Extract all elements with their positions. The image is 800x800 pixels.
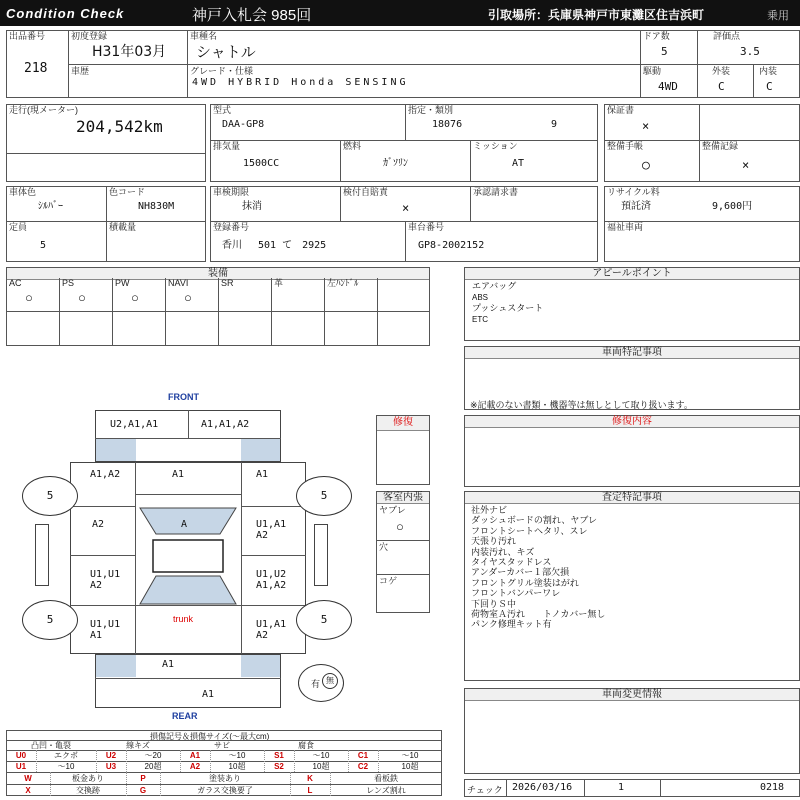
inspection-note-item: フロントバンパーワレ <box>471 588 561 599</box>
inspection-notes-list <box>471 505 605 630</box>
appeal-item: ETC <box>472 315 488 324</box>
appeal-list <box>472 281 543 325</box>
capacity-label: 定員 <box>9 222 28 232</box>
cabin-box-title: 客室内張 <box>377 492 429 504</box>
legend-desc: 〜10 <box>401 751 419 760</box>
inspection-note-item: フロントグリル塗装はがれ <box>471 577 579 588</box>
chassis-value: GP8-2002152 <box>418 240 485 251</box>
tire-rear-left[interactable]: 5 <box>22 600 78 640</box>
fender-left-damage: A1,A2 <box>90 469 121 480</box>
cabin-hole-label: 穴 <box>379 542 389 552</box>
repair-box-title: 修復 <box>377 416 429 431</box>
interior-label: 内装 <box>759 66 778 76</box>
inspection-label: 車検期限 <box>213 187 250 197</box>
check-number: 1 <box>618 782 625 793</box>
recycle-amount: 9,600円 <box>712 201 753 212</box>
tire-front-left[interactable]: 5 <box>22 476 78 516</box>
tire-rear-right[interactable]: 5 <box>296 600 352 640</box>
right-quarter-damage: U1,A1 A2 <box>256 619 287 641</box>
legend-code: P <box>140 774 146 783</box>
inspection-note-item: タイヤスタッドレス <box>471 557 552 568</box>
mileage-label: 走行(現メーター) <box>9 105 78 115</box>
cabin-outline <box>135 494 241 606</box>
insurance-label: 検付自賠責 <box>343 187 389 197</box>
equipment-label: 左ﾊﾝﾄﾞﾙ <box>327 278 359 288</box>
legend-desc: レンズ割れ <box>366 786 406 795</box>
warranty-value: × <box>642 119 650 133</box>
welfare-label: 福祉車両 <box>607 222 644 232</box>
type-label: 型式 <box>213 105 232 115</box>
inspection-note-item: 内装汚れ、キズ <box>471 546 535 557</box>
left-quarter-damage: U1,U1 A1 <box>90 619 121 641</box>
maint-book-label: 整備手帳 <box>607 141 644 151</box>
equipment-label: NAVI <box>168 278 189 288</box>
legend-code: A2 <box>189 762 201 771</box>
mission-value: AT <box>512 158 525 169</box>
trunk-label: trunk <box>173 614 194 624</box>
model-name-label: 車種名 <box>190 31 218 41</box>
check-code: 0218 <box>760 782 785 793</box>
reg-no-label: 登録番号 <box>213 222 250 232</box>
legend-code: U3 <box>105 762 117 771</box>
insurance-value: × <box>402 201 410 215</box>
designation-value-1: 18076 <box>432 119 463 130</box>
left-side-skirt <box>35 524 49 586</box>
legend-desc: 板金あり <box>72 774 104 783</box>
appeal-item: ABS <box>472 293 489 302</box>
approval-label: 承認請求書 <box>473 187 519 197</box>
spec-panel <box>210 104 598 182</box>
designation-value-2: 9 <box>551 119 558 130</box>
score-label: 評価点 <box>713 31 741 41</box>
inspection-value: 抹消 <box>242 201 262 212</box>
special-title: 車両特記事項 <box>465 347 799 359</box>
legend-header: 腐食 <box>298 741 314 750</box>
inspection-notes-title: 査定特記事項 <box>465 492 799 504</box>
legend-code: U0 <box>15 751 27 760</box>
equipment-value: ○ <box>25 290 33 305</box>
check-label: チェック <box>467 785 503 795</box>
capacity-value: 5 <box>40 240 47 251</box>
front-left-damage: U2,A1,A1 <box>110 419 159 430</box>
mileage-panel <box>6 104 206 182</box>
hood-damage: A1 <box>172 469 185 480</box>
recycle-status: 預託済 <box>621 201 651 212</box>
cabin-burn-label: コゲ <box>379 576 398 586</box>
inspection-note-item: アンダーカバー１部欠損 <box>471 567 570 578</box>
legend-code: L <box>307 786 313 795</box>
header-bar <box>0 0 800 26</box>
legend-desc: 塗装あり <box>209 774 241 783</box>
lot-label: 出品番号 <box>9 31 46 41</box>
legend-header: 線キズ <box>126 741 150 750</box>
equipment-label: PW <box>115 278 130 288</box>
legend-desc: ガラス交換要了 <box>197 786 253 795</box>
left-front-door-damage: A2 <box>92 519 105 530</box>
recycle-label: リサイクル料 <box>607 187 660 197</box>
inspection-note-item: 荷物室Ａ汚れ トノカバー無し <box>471 609 606 620</box>
front-right-damage: A1,A1,A2 <box>201 419 250 430</box>
drive-value: 4WD <box>658 80 678 93</box>
cabin-tear-label: ヤブレ <box>379 505 406 515</box>
cabin-tear-value: ○ <box>396 519 404 534</box>
first-reg-value: H31年03月 <box>92 44 167 60</box>
legend-desc: 〜20 <box>144 751 162 760</box>
color-code-value: NH830M <box>138 201 175 212</box>
rear-label: REAR <box>172 711 198 721</box>
color-code-label: 色コード <box>109 187 146 197</box>
legend-code: A1 <box>189 751 201 760</box>
legend-desc: 交換跡 <box>76 786 100 795</box>
appeal-item: エアバッグ <box>472 281 517 291</box>
spare-tire-label: 有 <box>311 679 321 689</box>
legend-desc: 10超 <box>228 762 246 771</box>
pickup-location: 引取場所：兵庫県神戸市東灘区住吉浜町 <box>488 8 705 22</box>
displacement-label: 排気量 <box>213 141 241 151</box>
maint-book-value: ○ <box>642 158 650 173</box>
legend-code: S2 <box>274 762 284 771</box>
appeal-item: プッシュスタート <box>472 303 544 313</box>
change-info-title: 車両変更情報 <box>465 689 799 701</box>
legend-desc: エクボ <box>54 751 78 760</box>
legend-code: W <box>24 774 32 783</box>
fuel-value: ｶﾞｿﾘﾝ <box>383 158 408 169</box>
equipment-value: ○ <box>131 290 139 305</box>
legend-code: S1 <box>274 751 284 760</box>
equipment-label: PS <box>62 278 75 288</box>
model-name-value: シャトル <box>196 43 256 61</box>
right-front-door-damage: U1,A1 A2 <box>256 519 287 541</box>
right-rear-door-damage: U1,U2 A1,A2 <box>256 569 287 591</box>
load-label: 積載量 <box>109 222 137 232</box>
rear-bumper-damage: A1 <box>202 689 215 700</box>
sheet-title: Condition Check <box>6 6 125 21</box>
legend-code: U1 <box>15 762 27 771</box>
first-reg-label: 初度登録 <box>71 31 108 41</box>
equipment-value: ○ <box>184 290 192 305</box>
legend-desc: 10超 <box>401 762 419 771</box>
inspection-note-item: 天張り汚れ <box>471 536 517 547</box>
warranty-label: 保証書 <box>607 105 635 115</box>
appeal-title: アピールポイント <box>465 268 799 280</box>
color-value: ｼﾙﾊﾞｰ <box>38 201 63 212</box>
score-value: 3.5 <box>740 45 760 58</box>
legend-code: U2 <box>105 751 117 760</box>
doors-value: 5 <box>661 45 668 58</box>
maint-record-value: × <box>742 158 750 172</box>
auction-name: 神戸入札会 985回 <box>192 7 312 24</box>
color-label: 車体色 <box>9 187 37 197</box>
equipment-title: 装備 <box>7 268 429 280</box>
right-side-skirt <box>314 524 328 586</box>
legend-code: K <box>307 774 313 783</box>
doors-label: ドア数 <box>643 31 670 41</box>
exterior-label: 外装 <box>712 66 731 76</box>
roof-damage: A <box>181 519 188 530</box>
maint-record-label: 整備記録 <box>702 141 739 151</box>
equipment-value: ○ <box>78 290 86 305</box>
fuel-label: 燃料 <box>343 141 362 151</box>
grade-value: 4WD HYBRID Honda SENSING <box>192 77 409 88</box>
fender-right-damage: A1 <box>256 469 269 480</box>
inspection-note-item: パンク修理キット有 <box>471 619 552 630</box>
inspection-note-item: 社外ナビ <box>471 505 508 515</box>
displacement-value: 1500CC <box>243 158 280 169</box>
legend-desc: 〜10 <box>57 762 75 771</box>
legend-desc: 〜10 <box>312 751 330 760</box>
mission-label: ミッション <box>473 141 518 151</box>
rear-panel-damage: A1 <box>162 659 175 670</box>
legend-code: C2 <box>357 762 369 771</box>
vehicle-category: 乗用 <box>767 10 789 22</box>
spare-tire-mark: 無 <box>322 673 338 689</box>
lot-number: 218 <box>24 61 48 76</box>
legend-title: 損傷記号＆損傷サイズ(〜最大cm) <box>150 732 270 741</box>
legend-header: サビ <box>214 741 230 750</box>
front-label: FRONT <box>168 392 199 402</box>
designation-label: 指定・類別 <box>408 105 454 115</box>
tire-front-right[interactable]: 5 <box>296 476 352 516</box>
drive-label: 駆動 <box>643 66 662 76</box>
equipment-label: 革 <box>274 278 284 288</box>
history-label: 車歴 <box>71 66 90 76</box>
interior-value: C <box>766 80 773 93</box>
inspection-note-item: 下回りＳ中 <box>471 598 517 609</box>
legend-code: C1 <box>357 751 369 760</box>
check-date: 2026/03/16 <box>512 782 573 793</box>
legend-header: 凸凹・亀裂 <box>31 741 71 750</box>
legend-code: G <box>139 786 147 795</box>
exterior-value: C <box>718 80 725 93</box>
special-note: ※記載のない書類・機器等は無しとして取り扱います。 <box>470 400 693 410</box>
reg-no-value: 香川 501 て 2925 <box>222 240 327 251</box>
chassis-label: 車台番号 <box>408 222 445 232</box>
legend-desc: 20超 <box>144 762 162 771</box>
equipment-label: AC <box>9 278 22 288</box>
type-value: DAA-GP8 <box>222 119 265 130</box>
equipment-label: SR <box>221 278 234 288</box>
inspection-note-item: フロントシートヘタリ、スレ <box>471 525 588 536</box>
legend-desc: 10超 <box>312 762 330 771</box>
mileage-value: 204,542km <box>76 117 163 136</box>
legend-desc: 看板鉄 <box>374 774 398 783</box>
left-rear-door-damage: U1,U1 A2 <box>90 569 121 591</box>
grade-label: グレード・仕様 <box>190 66 254 76</box>
legend-desc: 〜10 <box>228 751 246 760</box>
legend-code: X <box>25 786 31 795</box>
repair-title: 修復内容 <box>465 416 799 428</box>
inspection-note-item: ダッシュボードの割れ、ヤブレ <box>471 515 598 526</box>
